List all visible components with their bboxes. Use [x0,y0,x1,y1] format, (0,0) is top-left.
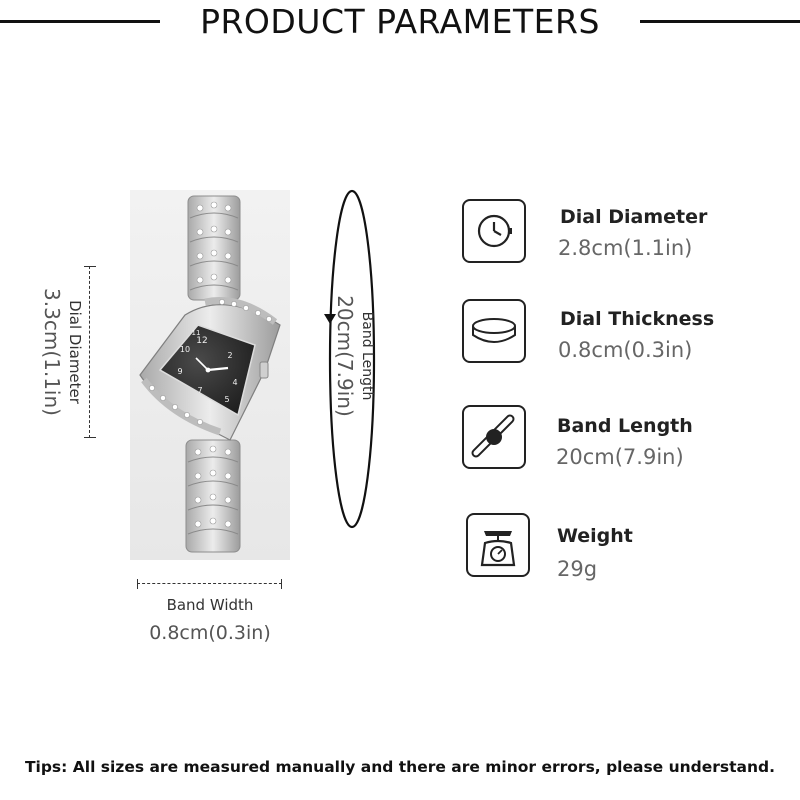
spec-dial-diameter-label: Dial Diameter [560,206,708,228]
product-photo [130,190,290,560]
dial-diameter-dimension-label: Dial Diameter [66,300,84,404]
spec-weight-value: 29g [557,557,598,581]
tips-text: Tips: All sizes are measured manually and there are minor errors, please understand. [24,758,776,776]
numeral-11: 11 [191,329,201,337]
scale-icon [466,513,530,577]
numeral-10: 10 [179,345,191,354]
header-rule-left [0,20,160,23]
spec-band-length-value: 20cm(7.9in) [556,445,684,469]
band-width-dimension-line [137,579,282,589]
numeral-5: 5 [224,395,230,404]
numeral-2: 2 [227,351,233,360]
spec-band-length-label: Band Length [557,415,693,437]
page-title: PRODUCT PARAMETERS [200,2,600,41]
band-length-dimension [327,256,377,456]
header-rule-right [640,20,800,23]
band-width-label: Band Width [166,596,254,614]
band-length-dimension-value: 20cm(7.9in) [333,295,357,417]
spec-dial-thickness-label: Dial Thickness [560,308,715,330]
watch-band-lower [186,440,240,552]
numeral-12: 12 [196,336,208,346]
watch-crown [260,362,268,378]
spec-dial-thickness-value: 0.8cm(0.3in) [558,338,693,362]
numeral-7: 7 [197,386,203,395]
spec-weight-label: Weight [557,525,633,547]
disc-thickness-icon [462,299,526,363]
band-length-dimension-label: Band Length [359,311,375,401]
dial-diameter-dimension-line [84,266,96,438]
numeral-9: 9 [177,367,183,376]
dial-diameter-dimension-value: 3.3cm(1.1in) [40,288,64,416]
spec-dial-diameter-value: 2.8cm(1.1in) [558,236,693,260]
dial-diameter-dimension [25,262,85,442]
band-icon [462,405,526,469]
numeral-4: 4 [232,378,238,387]
watch-band-upper [188,196,240,300]
band-width-value: 0.8cm(0.3in) [149,622,271,644]
watch-icon [462,199,526,263]
